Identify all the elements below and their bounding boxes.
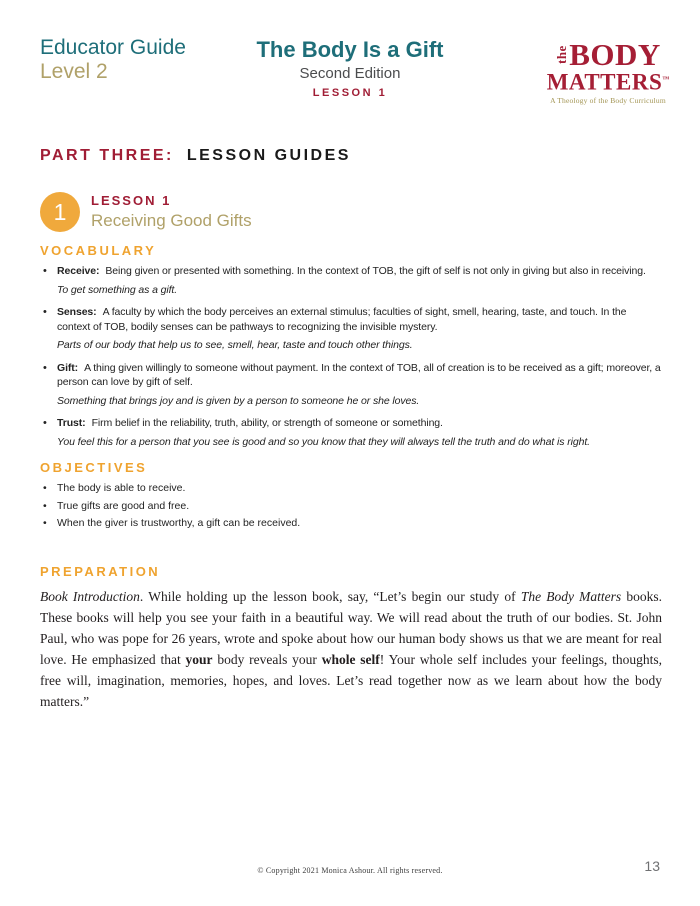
prep-segment: whole self xyxy=(321,651,380,667)
vocab-definition: Firm belief in the reliability, truth, ability, or strength of someone or something. xyxy=(91,417,443,429)
prep-segment: ! Your whole self includes your feelings, thoughts, free will, imagination, memories, hopes, and loves. Let’s read together now as we learn about how the body matters.” xyxy=(40,651,662,709)
vocab-entry xyxy=(57,305,662,334)
bullet-icon: • xyxy=(43,306,47,318)
bullet-icon: • xyxy=(43,482,47,494)
vocab-example: Something that brings joy and is given by a person to someone he or she loves. xyxy=(57,394,420,407)
lesson-label: LESSON 1 xyxy=(91,193,172,208)
objective-item xyxy=(40,498,662,516)
level-label: Level 2 xyxy=(40,60,108,83)
vocab-item xyxy=(40,416,662,431)
vocab-item xyxy=(40,305,662,334)
objective-text: The body is able to receive. xyxy=(57,482,186,494)
logo-body-text: BODY xyxy=(569,37,661,72)
prep-segment: Book Introduction xyxy=(40,588,140,604)
prep-segment: The Body Matters xyxy=(520,588,622,604)
prep-segment: . While holding up the lesson book, say, “Let’s begin our study of xyxy=(139,588,521,604)
preparation-paragraph xyxy=(40,586,662,712)
part-title-label: LESSON GUIDES xyxy=(186,147,351,164)
logo-tagline: A Theology of the Body Curriculum xyxy=(550,95,666,105)
bullet-icon: • xyxy=(43,417,47,429)
prep-segment: body reveals your xyxy=(212,651,322,667)
header-lesson-tag: LESSON 1 xyxy=(312,87,388,99)
vocab-definition: A thing given willingly to someone without payment. In the context of TOB, all of creation is to be received as a gift; moreover, a person can love by gift of self. xyxy=(57,361,661,388)
bullet-icon: • xyxy=(43,265,47,277)
vocab-definition: A faculty by which the body perceives an external stimulus; faculties of sight, smell, hearing, taste, and touch. In the context of TOB, bodily senses can be pathways to recognizing the invisible mystery. xyxy=(57,306,627,333)
objective-item xyxy=(40,480,662,498)
logo-matters-word: MATTERS xyxy=(546,69,663,95)
vocab-example: To get something as a gift. xyxy=(57,283,178,296)
bullet-icon: • xyxy=(43,499,47,512)
header-edition-block xyxy=(40,36,186,84)
objectives-list xyxy=(40,480,662,533)
edition-label: Educator Guide xyxy=(40,36,186,59)
prep-segment: books. These books will help you see your faith in a beautiful way. We will read about the truth of our bodies. St. John Paul, who was pope for 26 years, wrote and spoke about how our human body shows us that we are meant for real love. He emphasized that xyxy=(40,588,662,667)
page-number: 13 xyxy=(644,858,660,874)
vocab-term: Trust: xyxy=(57,417,86,429)
vocab-term: Gift: xyxy=(57,361,79,374)
bullet-icon: • xyxy=(43,361,47,374)
vocab-item xyxy=(40,361,662,390)
lesson-meta xyxy=(91,193,252,231)
vocab-entry xyxy=(57,361,662,390)
prep-segment: your xyxy=(185,651,213,667)
objective-item xyxy=(40,515,662,533)
vocab-term: Receive: xyxy=(57,265,100,277)
book-subtitle: Second Edition xyxy=(299,65,401,82)
vocab-example: Parts of our body that help us to see, smell, hear, taste and touch other things. xyxy=(57,339,413,351)
lesson-number-badge: 1 xyxy=(40,192,80,232)
vocab-entry xyxy=(57,416,662,431)
objective-text: When the giver is trustworthy, a gift can be received. xyxy=(57,517,301,529)
page-content xyxy=(40,243,662,712)
logo-matters-text xyxy=(530,69,686,93)
logo-row xyxy=(530,37,686,72)
part-number-label: PART THREE: xyxy=(40,147,174,164)
vocab-entry xyxy=(57,264,662,279)
header-title-block xyxy=(256,38,443,99)
body-matters-logo xyxy=(530,37,686,105)
copyright-text: © Copyright 2021 Monica Ashour. All rights reserved. xyxy=(257,866,443,875)
trademark-symbol: ™ xyxy=(662,75,670,83)
vocab-item xyxy=(40,264,662,279)
vocab-term: Senses: xyxy=(57,306,97,318)
logo-the-text: the xyxy=(554,45,570,64)
objectives-heading: OBJECTIVES xyxy=(40,460,148,475)
book-title: The Body Is a Gift xyxy=(256,37,444,62)
objective-text: True gifts are good and free. xyxy=(57,499,190,512)
vocabulary-list xyxy=(40,264,662,449)
vocab-example: You feel this for a person that you see is good and so you know that they will always tell the truth and do what is right. xyxy=(57,435,590,448)
vocabulary-heading: VOCABULARY xyxy=(40,243,157,258)
vocab-definition: Being given or presented with something. In the context of TOB, the gift of self is not only in giving but also in receiving. xyxy=(105,265,646,277)
bullet-icon: • xyxy=(43,517,47,529)
lesson-title: Receiving Good Gifts xyxy=(91,211,252,230)
lesson-header xyxy=(40,192,252,232)
preparation-heading: PREPARATION xyxy=(40,563,161,579)
part-heading xyxy=(40,147,351,165)
